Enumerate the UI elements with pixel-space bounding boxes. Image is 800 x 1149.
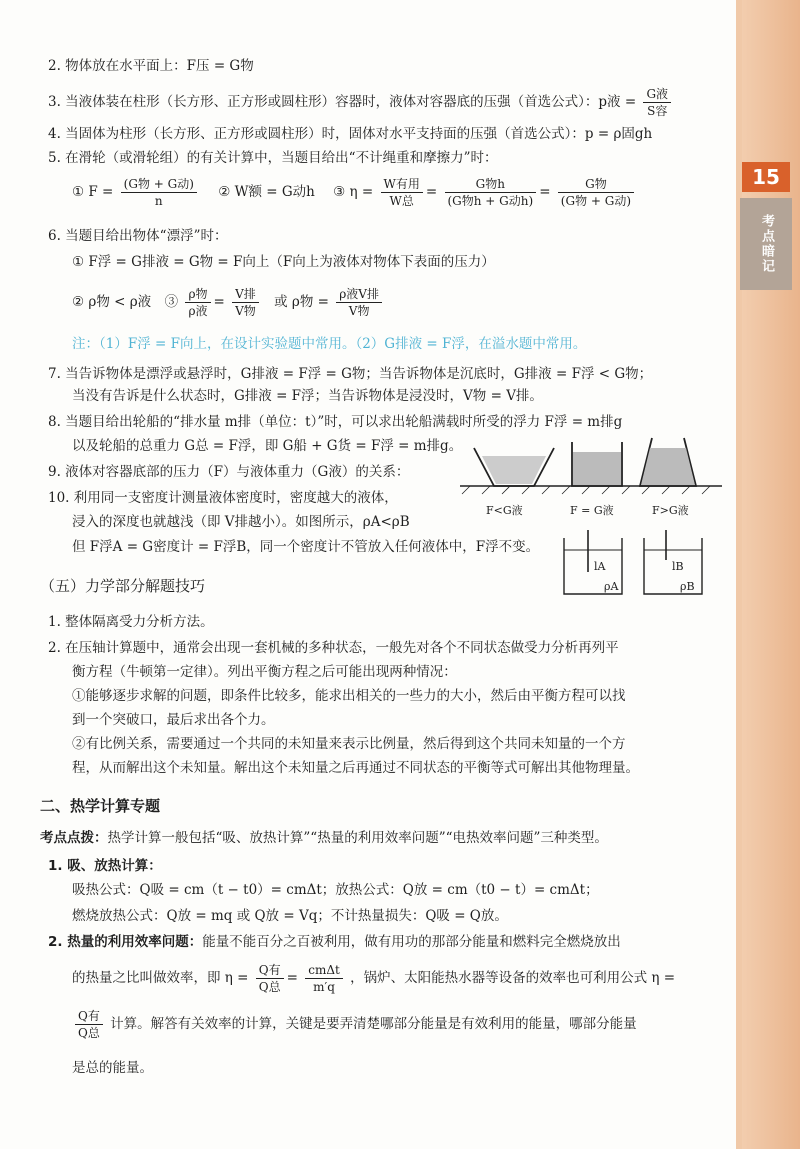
efficiency-fraction-a bbox=[256, 962, 284, 995]
item-10b: 浸入的深度也就越浅（即 V排越小）。如图所示，ρA<ρB bbox=[72, 514, 410, 530]
item-6: 6. 当题目给出物体“漂浮”时： bbox=[48, 228, 228, 244]
intro-label: 考点点拨： bbox=[40, 830, 108, 846]
efficiency-text-3: ，锅炉、太阳能热水器等设备的效率也可利用公式 η = bbox=[350, 970, 676, 986]
efficiency-fraction-2 bbox=[445, 176, 537, 209]
item-7b: 当没有告诉是什么状态时，G排液 = F浮；当告诉物体是浸没时，V物 = V排。 bbox=[72, 388, 543, 404]
numerator: cmΔt bbox=[305, 962, 343, 979]
efficiency-text-4: 计算。解答有关效率的计算，关键是要弄清楚哪部分能量是有效利用的能量，哪部分能量 bbox=[110, 1016, 637, 1032]
numerator: ρ物 bbox=[185, 286, 210, 303]
chapter-badge: 15 bbox=[742, 162, 790, 192]
technique-2f: 程，从而解出这个未知量。解出这个未知量之后再通过不同状态的平衡等式可解出其他物理量。 bbox=[72, 760, 639, 776]
item-10a: 10. 利用同一支密度计测量液体密度时，密度越大的液体， bbox=[48, 490, 398, 506]
efficiency-fraction-1 bbox=[381, 176, 423, 209]
formula-extra-work: ② W额 = G动h bbox=[218, 184, 315, 200]
liquid-2 bbox=[573, 452, 621, 485]
denominator: W总 bbox=[389, 194, 414, 208]
numerator: G物h bbox=[445, 176, 537, 193]
float-formula-2: ② ρ物 < ρ液 ③ $\frac{\text{ρ物}}{\text{ρ液}}$ = $\frac{\text{V排}}{\text{V物}}$ 或 ρ物 = $\frac{\text{ρ液V排}}{\text{V物}}$ bbox=[72, 286, 385, 319]
numerator: Q有 bbox=[75, 1008, 103, 1025]
section-tag: 考点暗记 bbox=[740, 198, 792, 290]
denominator: V物 bbox=[235, 304, 256, 318]
denominator: ρ液 bbox=[188, 304, 208, 318]
density-relation: ② ρ物 < ρ液 ③ bbox=[72, 294, 179, 310]
absorb-release-formulas: 吸热公式：Q吸 = cm（t − t0）= cmΔt；放热公式：Q放 = cm（t0 − t）= cmΔt； bbox=[72, 882, 599, 898]
float-formula-1: ① F浮 = G排液 = G物 = F向上（F向上为液体对物体下表面的压力） bbox=[72, 254, 495, 270]
denominator: (G物 + G动) bbox=[560, 194, 632, 208]
item-4: 4. 当固体为柱形（长方形、正方形或圆柱形）时，固体对水平支持面的压强（首选公式）：p = ρ固gh bbox=[48, 126, 653, 142]
numerator: G物 bbox=[558, 176, 634, 193]
numerator: W有用 bbox=[381, 176, 423, 193]
density-b: ρB bbox=[680, 580, 695, 593]
efficiency-line-2: 的热量之比叫做效率，即 η = $\frac{\text{Q有}}{\text{Q总}}$ = $\frac{\text{cmΔt}}{m'q}$ ，锅炉、太阳能热水器等设备的效率也可利用公式 η = bbox=[72, 963, 676, 994]
item-5: 5. 在滑轮（或滑轮组）的有关计算中，当题目给出“不计绳重和摩擦力”时： bbox=[48, 150, 498, 166]
heat-item-1: 1. 吸、放热计算： bbox=[48, 858, 162, 874]
numerator: (G物 + G动) bbox=[121, 176, 197, 193]
formula-efficiency-label: ③ η = bbox=[333, 184, 374, 200]
technique-2c: ①能够逐步求解的问题，即条件比较多，能求出相关的一些力的大小，然后由平衡方程可以找 bbox=[72, 688, 626, 704]
heat-section-title: 二、热学计算专题 bbox=[40, 797, 161, 815]
pulley-formulas: ① F = $\frac{\text{(G物 + G动)}}{n}$ ② W额 = G动h ③ η = $\frac{\text{W有用}}{\text{W总}}$ = $\frac{\text{G物h}}{\text{(G物h + G动h)}}$ = $\frac{\text{G物}}{\text{(G物 + G动)}}$ bbox=[72, 176, 637, 209]
denominator: n bbox=[154, 194, 163, 208]
denominator: Q总 bbox=[258, 980, 281, 994]
formula-force-label: ① F = bbox=[72, 184, 114, 200]
item-2: 2. 物体放在水平面上：F压 = G物 bbox=[48, 58, 254, 74]
heat-item-2 bbox=[48, 932, 621, 952]
numerator: ρ液V排 bbox=[336, 286, 382, 303]
container-figures bbox=[460, 430, 722, 500]
efficiency-fraction-b bbox=[305, 962, 343, 995]
efficiency-text-2: 的热量之比叫做效率，即 η = bbox=[72, 970, 249, 986]
technique-2e: ②有比例关系，需要通过一个共同的未知量来表示比例量，然后得到这个共同未知量的一个方 bbox=[72, 736, 626, 752]
liquid-3 bbox=[641, 448, 695, 485]
liquid-pressure-fraction bbox=[643, 86, 671, 119]
denominator: m′q bbox=[313, 980, 335, 994]
length-b: lB bbox=[672, 560, 684, 573]
item-9: 9. 液体对容器底部的压力（F）与液体重力（G液）的关系： bbox=[48, 464, 410, 480]
section-5-title: （五）力学部分解题技巧 bbox=[40, 577, 206, 595]
technique-2d: 到一个突破口，最后求出各个力。 bbox=[72, 712, 275, 728]
technique-2a: 2. 在压轴计算题中，通常会出现一套机械的多种状态，一般先对各个不同状态做受力分析再列平 bbox=[48, 640, 619, 656]
item-8b: 以及轮船的总重力 G总 = F浮，即 G船 + G货 = F浮 = m排g。 bbox=[72, 438, 463, 454]
combustion-formula: 燃烧放热公式：Q放 = mq 或 Q放 = Vq；不计热量损失：Q吸 = Q放。 bbox=[72, 908, 508, 924]
item-7a: 7. 当告诉物体是漂浮或悬浮时，G排液 = F浮 = G物；当告诉物体是沉底时，G排液 = F浮 < G物； bbox=[48, 366, 653, 382]
denominator: (G物h + G动h) bbox=[447, 194, 534, 208]
container-label-1: F<G液 bbox=[486, 504, 523, 517]
density-ratio bbox=[185, 286, 210, 319]
volume-ratio bbox=[232, 286, 259, 319]
denominator: V物 bbox=[348, 304, 370, 318]
density-a: ρA bbox=[604, 580, 619, 593]
efficiency-label: 2. 热量的利用效率问题： bbox=[48, 934, 203, 950]
force-fraction bbox=[121, 176, 197, 209]
item-8a: 8. 当题目给出轮船的“排水量 m排（单位：t）”时，可以求出轮船满载时所受的浮力 F浮 = m排g bbox=[48, 414, 623, 430]
efficiency-fraction-c bbox=[75, 1008, 103, 1041]
intro-text: 热学计算一般包括“吸、放热计算”“热量的利用效率问题”“电热效率问题”三种类型。 bbox=[107, 830, 608, 846]
item-3-text: 3. 当液体装在柱形（长方形、正方形或圆柱形）容器时，液体对容器底的压强（首选公式）：p液 = bbox=[48, 94, 637, 110]
denominator: Q总 bbox=[78, 1026, 100, 1040]
numerator: Q有 bbox=[256, 962, 284, 979]
length-a: lA bbox=[594, 560, 606, 573]
denominator: S容 bbox=[647, 104, 668, 118]
efficiency-line-3 bbox=[72, 1008, 637, 1041]
efficiency-text-1: 能量不能百分之百被利用，做有用功的那部分能量和燃料完全燃烧放出 bbox=[202, 934, 621, 950]
object-density-fraction bbox=[336, 286, 382, 319]
heat-intro bbox=[40, 828, 608, 848]
item-10c: 但 F浮A = G密度计 = F浮B，同一个密度计不管放入任何液体中，F浮不变。 bbox=[72, 539, 540, 555]
container-label-3: F>G液 bbox=[652, 504, 689, 517]
container-label-2: F = G液 bbox=[570, 504, 614, 517]
item-3 bbox=[48, 86, 674, 119]
efficiency-line-4: 是总的能量。 bbox=[72, 1060, 153, 1076]
or-label: 或 ρ物 = bbox=[274, 294, 329, 310]
technique-1: 1. 整体隔离受力分析方法。 bbox=[48, 614, 214, 630]
numerator: V排 bbox=[232, 286, 259, 303]
efficiency-fraction-3 bbox=[558, 176, 634, 209]
numerator: G液 bbox=[643, 86, 671, 103]
technique-2b: 衡方程（牛顿第一定律）。列出平衡方程之后可能出现两种情况： bbox=[72, 664, 457, 680]
note-line: 注：（1）F浮 = F向上，在设计实验题中常用。（2）G排液 = F浮，在溢水题中常用。 bbox=[72, 336, 587, 352]
